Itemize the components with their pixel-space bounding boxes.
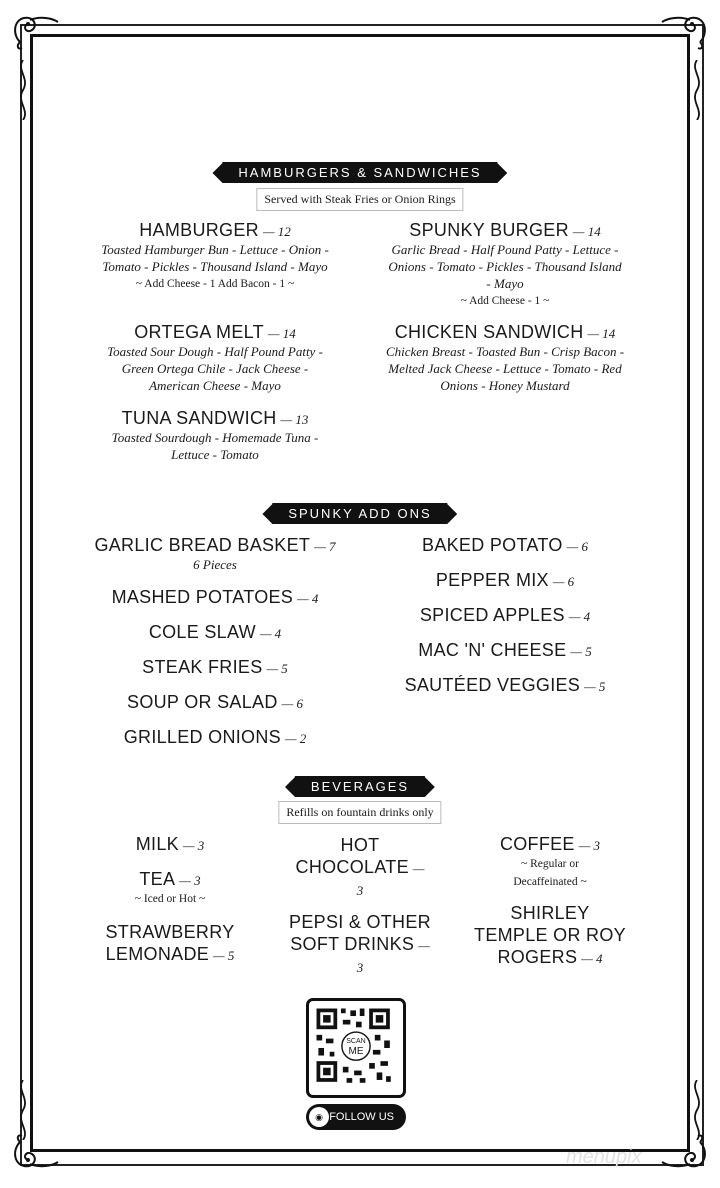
corner-flourish-icon xyxy=(660,12,710,52)
menu-item-cole-slaw xyxy=(85,622,345,643)
item-name: STRAWBERRY xyxy=(105,922,235,942)
menu-item-milk xyxy=(90,834,250,855)
item-description: Toasted Sour Dough - Half Pound Patty - Green Ortega Chile - Jack Cheese - American Cheese - Mayo xyxy=(107,344,323,393)
menu-item-pepper-mix xyxy=(385,570,625,591)
item-price: — 4 xyxy=(259,626,282,641)
item-name: TEMPLE OR ROY xyxy=(474,925,626,945)
item-name: MASHED POTATOES xyxy=(111,587,294,607)
menu-item-baked-potato xyxy=(385,535,625,556)
section-note-burgers: Served with Steak Fries or Onion Rings xyxy=(256,188,463,211)
item-price: — 4 xyxy=(297,591,319,606)
item-price: — xyxy=(412,861,425,876)
item-name: COFFEE xyxy=(499,834,575,854)
menu-item-chicken-sandwich xyxy=(385,322,625,394)
instagram-icon: ◉ xyxy=(309,1107,329,1127)
item-price: — 4 xyxy=(568,609,591,624)
item-name: HAMBURGER xyxy=(139,220,259,240)
item-extras: ~ Add Cheese - 1 Add Bacon - 1 ~ xyxy=(135,278,295,290)
item-price: — 6 xyxy=(566,539,588,554)
menu-item-soup-or-salad xyxy=(85,692,345,713)
item-name: GARLIC BREAD BASKET xyxy=(94,535,311,555)
follow-us-button[interactable] xyxy=(306,1104,406,1130)
item-name: SPICED APPLES xyxy=(419,605,565,625)
section-title: SPUNKY ADD ONS xyxy=(288,506,432,521)
menu-item-sauteed-veggies xyxy=(385,675,625,696)
item-price: — 3 xyxy=(182,838,205,853)
item-price: — 5 xyxy=(584,679,606,694)
item-price: — 5 xyxy=(266,661,288,676)
item-price: — 6 xyxy=(281,696,303,711)
item-name: ROGERS xyxy=(497,947,578,967)
item-name: PEPSI & OTHER xyxy=(289,912,431,932)
item-name: LEMONADE xyxy=(105,944,210,964)
item-name: SPUNKY BURGER xyxy=(409,220,569,240)
item-extras: Decaffeinated ~ xyxy=(513,876,587,888)
section-title: BEVERAGES xyxy=(310,779,410,794)
item-price: — 14 xyxy=(587,326,616,341)
item-price: — 6 xyxy=(552,574,575,589)
qr-me-label: ME xyxy=(348,1046,364,1057)
item-name: MILK xyxy=(135,834,179,854)
item-description: Chicken Breast - Toasted Bun - Crisp Bacon - Melted Jack Cheese - Lettuce - Tomato - Red Onions - Honey Mustard xyxy=(385,344,625,393)
follow-us-label: FOLLOW US xyxy=(329,1111,394,1123)
item-description: Toasted Hamburger Bun - Lettuce - Onion - Tomato - Pickles - Thousand Island - Mayo xyxy=(101,242,329,274)
menu-item-mashed-potatoes xyxy=(85,587,345,608)
menu-item-spunky-burger xyxy=(385,220,625,310)
section-banner-addons xyxy=(272,503,447,524)
side-flourish-icon xyxy=(688,60,706,120)
item-name: GRILLED ONIONS xyxy=(123,727,281,747)
menu-item-spiced-apples xyxy=(385,605,625,626)
item-name: CHICKEN SANDWICH xyxy=(394,322,584,342)
menu-item-hot-chocolate xyxy=(280,834,440,902)
item-price: — 3 xyxy=(578,838,601,853)
menu-item-hamburger xyxy=(95,220,335,293)
menu-item-ortega-melt xyxy=(95,322,335,394)
menu-item-strawberry-lemonade xyxy=(85,921,255,967)
item-name: PEPPER MIX xyxy=(435,570,549,590)
item-price: — 14 xyxy=(572,224,601,239)
item-description: 6 Pieces xyxy=(193,557,237,572)
item-name: TEA xyxy=(139,869,176,889)
corner-flourish-icon xyxy=(10,12,60,52)
menu-item-coffee xyxy=(470,834,630,891)
item-description: Toasted Sourdough - Homemade Tuna - Lettuce - Tomato xyxy=(111,430,319,462)
menu-item-mac-n-cheese xyxy=(385,640,625,661)
item-price: 3 xyxy=(356,960,364,975)
menu-item-pepsi xyxy=(280,911,440,979)
item-price: — 13 xyxy=(280,412,309,427)
qr-code[interactable] xyxy=(306,998,406,1098)
item-name: SHIRLEY xyxy=(510,903,590,923)
item-name: STEAK FRIES xyxy=(142,657,263,677)
item-name: SAUTÉED VEGGIES xyxy=(404,675,581,695)
item-price: — xyxy=(418,938,430,953)
item-extras: ~ Iced or Hot ~ xyxy=(134,893,206,905)
item-price: — 5 xyxy=(213,948,235,963)
item-extras: ~ Add Cheese - 1 ~ xyxy=(460,295,550,307)
item-name: TUNA SANDWICH xyxy=(121,408,277,428)
menu-item-tuna-sandwich xyxy=(95,408,335,463)
side-flourish-icon xyxy=(688,1080,706,1140)
item-name: MAC 'N' CHEESE xyxy=(418,640,567,660)
item-price: — 3 xyxy=(179,873,201,888)
item-name: COLE SLAW xyxy=(148,622,256,642)
item-price: — 2 xyxy=(284,731,307,746)
menu-item-shirley-temple xyxy=(470,902,630,970)
qr-scan-label: SCAN xyxy=(346,1038,366,1045)
item-name: HOT xyxy=(340,835,380,855)
item-price: 3 xyxy=(356,883,364,898)
side-flourish-icon xyxy=(14,1080,32,1140)
item-name: BAKED POTATO xyxy=(422,535,563,555)
item-price: — 4 xyxy=(581,951,603,966)
menu-item-tea xyxy=(90,869,250,908)
side-flourish-icon xyxy=(14,60,32,120)
section-banner-beverages xyxy=(295,776,425,797)
item-name: SOFT DRINKS xyxy=(290,934,415,954)
item-price: — 12 xyxy=(262,224,291,239)
item-name: ORTEGA MELT xyxy=(134,322,264,342)
item-name: CHOCOLATE xyxy=(295,857,409,877)
item-name: SOUP OR SALAD xyxy=(127,692,278,712)
watermark: menupix xyxy=(566,1146,642,1168)
item-price: — 5 xyxy=(570,644,592,659)
item-extras: ~ Regular or xyxy=(521,858,579,870)
item-description: Garlic Bread - Half Pound Patty - Lettuce - Onions - Tomato - Pickles - Thousand Island - Mayo xyxy=(388,242,622,291)
item-price: — 14 xyxy=(267,326,296,341)
section-title: HAMBURGERS & SANDWICHES xyxy=(238,165,482,180)
menu-item-grilled-onions xyxy=(85,727,345,748)
section-banner-burgers xyxy=(222,162,497,183)
menu-item-garlic-bread xyxy=(85,535,345,573)
section-note-beverages: Refills on fountain drinks only xyxy=(278,801,441,824)
menu-item-steak-fries xyxy=(85,657,345,678)
item-price: — 7 xyxy=(314,539,336,554)
